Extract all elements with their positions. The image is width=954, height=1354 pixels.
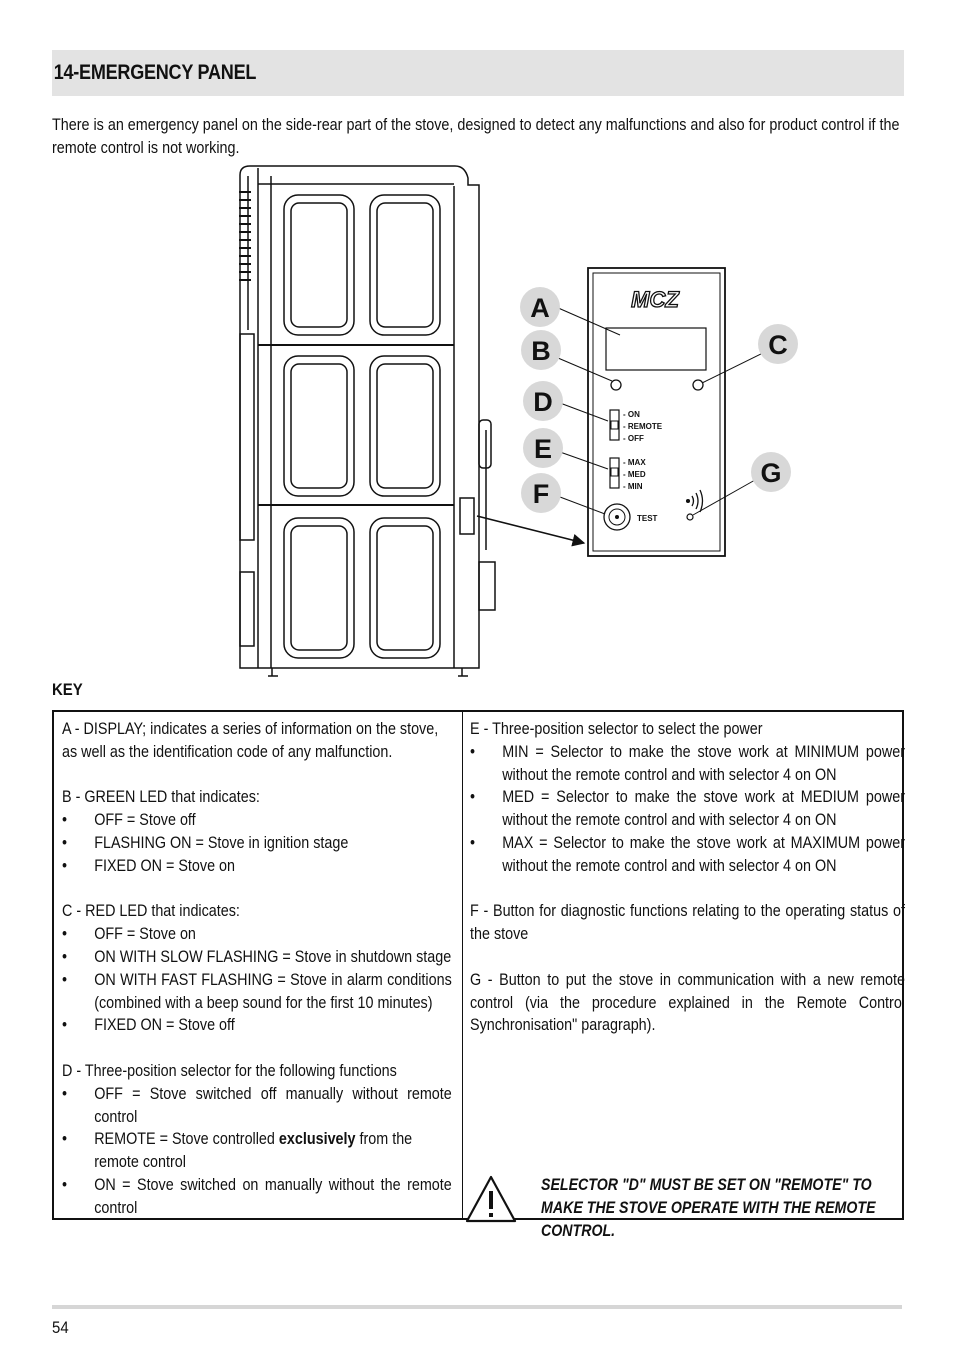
callout-e: E <box>533 434 553 464</box>
panel-display <box>606 328 706 370</box>
page-number: 54 <box>52 1318 69 1337</box>
key-d-remote-text: REMOTE = Stove controlled <box>94 1130 279 1149</box>
selector-e-label-med: - MED <box>623 470 646 479</box>
key-c-list <box>62 923 452 1037</box>
warning-text: SELECTOR "D" MUST BE SET ON "REMOTE" TO MAKE THE STOVE OPERATE WITH THE REMOTE CONTROL. <box>541 1176 876 1240</box>
list-item <box>62 1128 452 1174</box>
list-item: • ON = Stove switched on manually without the remote control <box>62 1174 452 1220</box>
callout-b: B <box>531 336 551 366</box>
list-item: • ON WITH SLOW FLASHING = Stove in shutdown stage <box>62 946 452 969</box>
footer-rule <box>52 1305 902 1309</box>
key-left-column <box>62 718 452 1220</box>
sync-button <box>687 514 693 520</box>
red-led <box>693 380 703 390</box>
key-g-text: G - Button to put the stove in communication with a new remote control (via the procedure explained in the Remote Control Synchronisation" paragraph). <box>470 970 905 1035</box>
warning-icon <box>464 1174 518 1224</box>
warning-box <box>464 1174 904 1240</box>
section-title: 14-EMERGENCY PANEL <box>53 61 257 84</box>
key-d-list <box>62 1083 452 1220</box>
list-item: • MIN = Selector to make the stove work at MINIMUM power without the remote control and with selector 4 on ON <box>470 741 905 787</box>
panel-logo: MCZ <box>631 287 679 312</box>
list-item: • MED = Selector to make the stove work at MEDIUM power without the remote control and with selector 4 on ON <box>470 786 905 832</box>
key-c-heading: C - RED LED that indicates: <box>62 902 240 921</box>
callout-d: D <box>533 387 553 417</box>
key-b-heading: B - GREEN LED that indicates: <box>62 788 260 807</box>
key-e-list <box>470 741 905 878</box>
key-table <box>52 710 905 1240</box>
column-divider <box>462 712 463 1218</box>
intro-paragraph: There is an emergency panel on the side-rear part of the stove, designed to detect any malfunctions and also for product control if the remote control is not working. <box>52 116 900 157</box>
key-d-remote-text-end: from the remote control <box>94 1130 413 1172</box>
callout-a: A <box>530 293 550 323</box>
key-heading: KEY <box>52 680 83 699</box>
callout-f: F <box>532 479 550 509</box>
key-b-list <box>62 809 452 877</box>
selector-d-label-remote: - REMOTE <box>623 422 663 431</box>
selector-d-label-off: - OFF <box>623 434 644 443</box>
callout-c: C <box>768 330 788 360</box>
list-item: • OFF = Stove switched off manually without remote control <box>62 1083 452 1129</box>
stove-drawing <box>239 166 495 676</box>
list-item: • OFF = Stove off <box>62 809 452 832</box>
list-item: • ON WITH FAST FLASHING = Stove in alarm conditions (combined with a beep sound for the first 10 minutes) <box>62 969 452 1015</box>
test-label: TEST <box>637 514 658 523</box>
callout-g: G <box>760 458 782 488</box>
selector-e-label-min: - MIN <box>623 482 643 491</box>
wireless-icon <box>687 490 703 512</box>
key-right-column <box>470 718 905 1037</box>
key-a-text: A - DISPLAY; indicates a series of information on the stove, as well as the identification code of any malfunction. <box>62 720 439 761</box>
list-item: • FIXED ON = Stove off <box>62 1014 452 1037</box>
callout-labels <box>520 287 798 513</box>
key-f-text: F - Button for diagnostic functions relating to the operating status of the stove <box>470 902 905 944</box>
key-d-heading: D - Three-position selector for the following functions <box>62 1061 397 1080</box>
list-item: • FIXED ON = Stove on <box>62 855 452 878</box>
list-item: • OFF = Stove on <box>62 923 452 946</box>
selector-e-label-max: - MAX <box>623 458 646 467</box>
key-d-emphasis: exclusively <box>278 1130 356 1149</box>
selector-d-label-on: - ON <box>623 410 640 419</box>
list-item: • FLASHING ON = Stove in ignition stage <box>62 832 452 855</box>
green-led <box>611 380 621 390</box>
list-item: • MAX = Selector to make the stove work at MAXIMUM power without the remote control and with selector 4 on ON <box>470 832 905 878</box>
key-e-heading: E - Three-position selector to select the power <box>470 720 763 738</box>
detail-arrow <box>477 516 584 543</box>
emergency-panel-drawing <box>588 268 725 556</box>
callout-leaders <box>556 307 763 515</box>
